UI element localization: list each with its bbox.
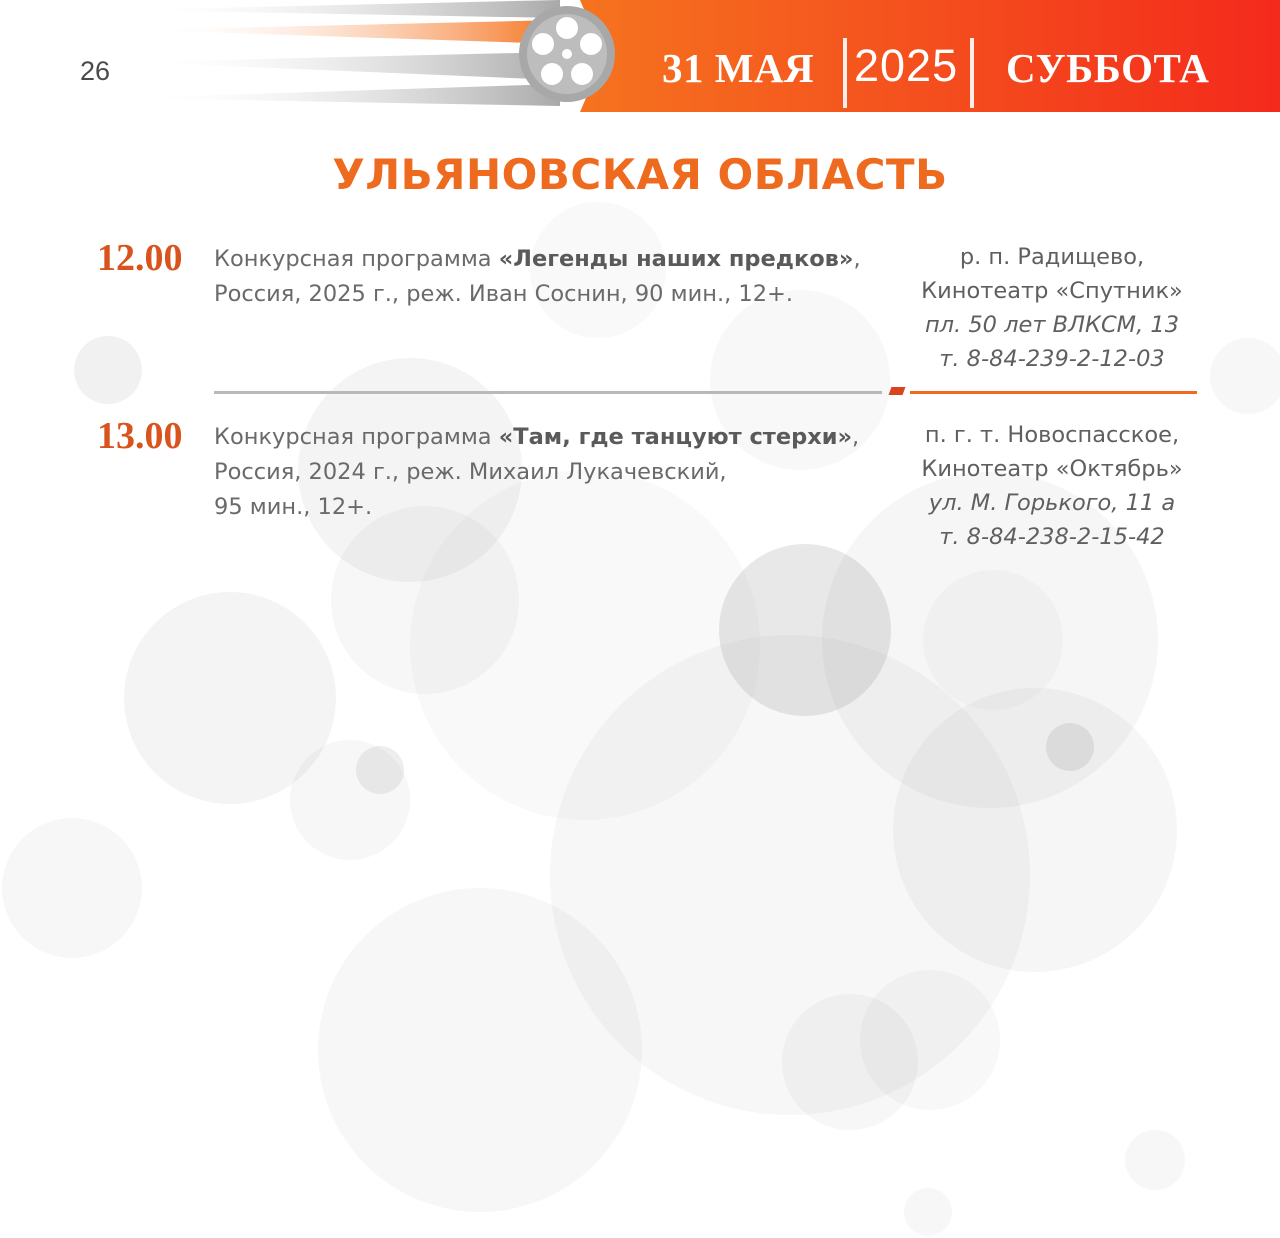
venue-locality: р. п. Радищево,: [959, 244, 1145, 270]
film-details: Россия, 2024 г., реж. Михаил Лукачевский,: [214, 459, 727, 485]
film-runtime: 95 мин., 12+.: [214, 494, 373, 520]
header-separator: [843, 38, 847, 108]
event-time: 13.00: [97, 415, 183, 457]
film-details: Россия, 2025 г., реж. Иван Соснин, 90 мин., 12+.: [214, 281, 794, 307]
divider-line: [214, 391, 882, 394]
header-weekday: СУББОТА: [1006, 45, 1210, 91]
header-separator: [970, 38, 974, 108]
venue-phone: т. 8-84-238-2-15-42: [939, 524, 1165, 550]
divider-marker: [889, 387, 906, 395]
event-time: 12.00: [97, 237, 183, 279]
film-title-suffix: ,: [853, 246, 861, 272]
venue-address: пл. 50 лет ВЛКСМ, 13: [924, 312, 1180, 338]
header-date: 31 МАЯ: [662, 45, 815, 91]
venue-address: ул. М. Горького, 11 а: [928, 490, 1176, 516]
venue-cinema: Кинотеатр «Октябрь»: [921, 456, 1183, 482]
program-label: Конкурсная программа: [214, 424, 499, 450]
page-header: [0, 0, 1280, 112]
header-year: 2025: [854, 40, 959, 91]
program-label: Конкурсная программа: [214, 246, 499, 272]
page-number: 26: [80, 56, 111, 86]
film-title: «Легенды наших предков»: [498, 246, 854, 272]
venue-phone: т. 8-84-239-2-12-03: [939, 346, 1165, 372]
film-title-suffix: ,: [852, 424, 860, 450]
venue-cinema: Кинотеатр «Спутник»: [921, 278, 1183, 304]
film-title: «Там, где танцуют стерхи»: [498, 424, 853, 450]
event-venue: [900, 418, 1204, 554]
event-venue: [900, 240, 1204, 376]
venue-locality: п. г. т. Новоспасское,: [924, 422, 1180, 448]
region-title: УЛЬЯНОВСКАЯ ОБЛАСТЬ: [332, 150, 948, 199]
film-reel-icon: [512, 2, 622, 112]
event-description: [214, 420, 894, 525]
divider-accent-line: [910, 391, 1197, 394]
event-description: [214, 242, 894, 312]
